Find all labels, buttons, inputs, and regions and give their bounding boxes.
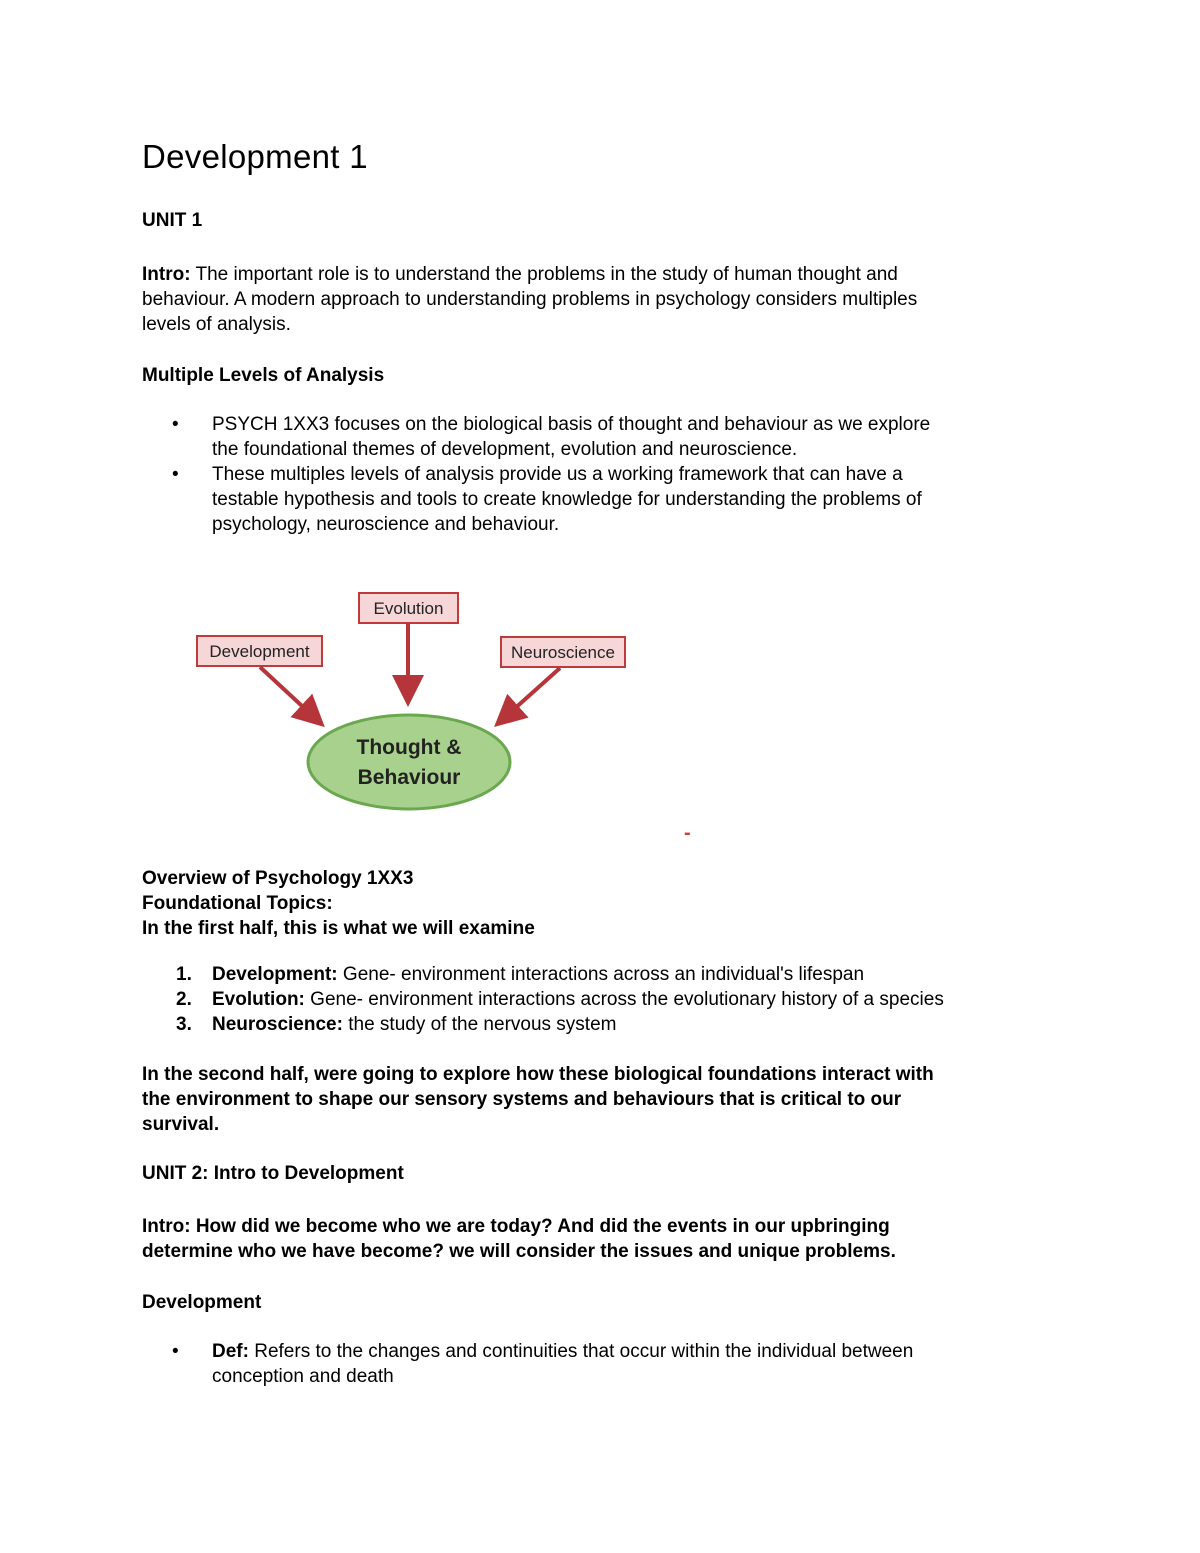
list-item — [142, 1339, 1042, 1389]
list-item — [142, 987, 1042, 1012]
levels-heading: Multiple Levels of Analysis — [142, 365, 385, 386]
neuroscience-box — [501, 637, 625, 667]
intro-text-line: behaviour. A modern approach to understanding problems in psychology considers multiples — [142, 289, 918, 310]
center-label-line: Thought & — [356, 736, 462, 759]
levels-diagram — [190, 585, 640, 815]
list-item — [142, 962, 1042, 987]
document-title: Development 1 — [142, 138, 368, 175]
unit1-intro — [142, 262, 1042, 337]
unit2-heading: UNIT 2: Intro to Development — [142, 1163, 404, 1184]
bullet-icon: • — [172, 414, 179, 435]
list-number: 3. — [176, 1014, 192, 1035]
dash-mark: - — [684, 822, 691, 844]
bullet-text-line: psychology, neuroscience and behaviour. — [212, 514, 560, 535]
topic-text: Gene- environment interactions across an individual's lifespan — [337, 964, 865, 985]
topic-text: the study of the nervous system — [342, 1014, 617, 1035]
development-label: Development — [209, 642, 310, 661]
def-text-line: conception and death — [212, 1366, 394, 1387]
development-bullet-list — [142, 1339, 1042, 1389]
neuroscience-label: Neuroscience — [511, 643, 615, 662]
overview-headings — [142, 866, 535, 941]
topic-label: Neuroscience: — [212, 1014, 343, 1035]
bullet-text-line: PSYCH 1XX3 focuses on the biological basis of thought and behaviour as we explore — [212, 414, 931, 435]
development-box — [197, 636, 322, 666]
intro-label: Intro: — [142, 264, 191, 285]
center-label-line: Behaviour — [357, 766, 461, 789]
list-item — [142, 462, 1042, 537]
overview-heading: Overview of Psychology 1XX3 — [142, 868, 414, 889]
def-text: Refers to the changes and continuities that occur within the individual between — [248, 1341, 914, 1362]
intro-text-line: levels of analysis. — [142, 314, 291, 335]
bullet-icon: • — [172, 464, 179, 485]
topic-text: Gene- environment interactions across the evolutionary history of a species — [304, 989, 944, 1010]
list-item — [142, 412, 1042, 462]
list-item — [142, 1012, 1042, 1037]
neuroscience-arrow — [503, 668, 560, 719]
list-number: 1. — [176, 964, 192, 985]
unit1-heading: UNIT 1 — [142, 210, 203, 231]
evolution-box — [359, 593, 458, 623]
foundational-heading: Foundational Topics: — [142, 893, 333, 914]
second-half-line: In the second half, were going to explore how these biological foundations interact with — [142, 1064, 934, 1085]
topic-label: Evolution: — [212, 989, 305, 1010]
topic-label: Development: — [212, 964, 338, 985]
first-half-heading: In the first half, this is what we will examine — [142, 918, 535, 939]
development-arrow — [260, 667, 316, 719]
second-half-paragraph — [142, 1062, 1042, 1137]
bullet-text-line: These multiples levels of analysis provide us a working framework that can have a — [212, 464, 903, 485]
topics-numbered-list — [142, 962, 1042, 1037]
intro-text-line: The important role is to understand the problems in the study of human thought and — [190, 264, 898, 285]
unit2-intro — [142, 1214, 1042, 1264]
development-heading: Development — [142, 1292, 262, 1313]
levels-bullet-list — [142, 412, 1042, 537]
thought-behaviour-ellipse — [308, 715, 510, 809]
def-label: Def: — [212, 1341, 249, 1362]
second-half-line: survival. — [142, 1114, 220, 1135]
unit2-intro-line: determine who we have become? we will consider the issues and unique problems. — [142, 1241, 896, 1262]
bullet-icon: • — [172, 1341, 179, 1362]
bullet-text-line: the foundational themes of development, evolution and neuroscience. — [212, 439, 798, 460]
bullet-text-line: testable hypothesis and tools to create knowledge for understanding the problems of — [212, 489, 922, 510]
list-number: 2. — [176, 989, 192, 1010]
evolution-label: Evolution — [373, 599, 444, 618]
unit2-intro-line: Intro: How did we become who we are today? And did the events in our upbringing — [142, 1216, 890, 1237]
second-half-line: the environment to shape our sensory systems and behaviours that is critical to our — [142, 1089, 902, 1110]
